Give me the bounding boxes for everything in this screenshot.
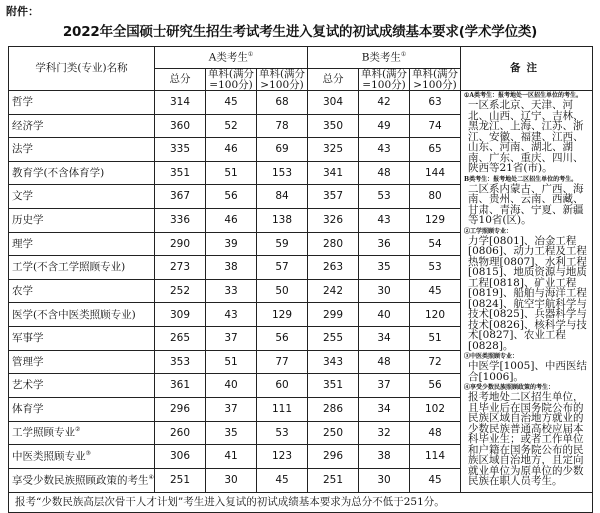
score-cell-a-total: 314 <box>155 91 206 115</box>
score-cell-a-s2: 111 <box>257 397 308 421</box>
score-cell-b-s2: 102 <box>410 397 461 421</box>
subject-column-header: 学科门类(专业)名称 <box>9 47 155 91</box>
score-cell-a-s1: 37 <box>206 397 257 421</box>
subject-name: 农学 <box>9 279 155 303</box>
score-cell-a-total: 336 <box>155 209 206 233</box>
score-cell-a-total: 296 <box>155 397 206 421</box>
score-cell-a-total: 361 <box>155 374 206 398</box>
score-cell-a-total: 290 <box>155 232 206 256</box>
score-cell-a-s2: 138 <box>257 209 308 233</box>
score-cell-b-s2: 120 <box>410 303 461 327</box>
score-cell-b-s2: 65 <box>410 138 461 162</box>
score-cell-b-s2: 56 <box>410 374 461 398</box>
score-cell-b-s2: 54 <box>410 232 461 256</box>
score-cell-b-total: 343 <box>308 350 359 374</box>
b-total-header: 总分 <box>308 69 359 91</box>
score-cell-a-s1: 39 <box>206 232 257 256</box>
score-cell-a-s1: 51 <box>206 161 257 185</box>
score-cell-b-s1: 43 <box>359 138 410 162</box>
footnote: 报考“少数民族高层次骨干人才计划”考生进入复试的初试成绩基本要求为总分不低于251分。 <box>9 492 593 512</box>
score-cell-b-s2: 72 <box>410 350 461 374</box>
score-cell-b-s2: 80 <box>410 185 461 209</box>
remark-title: ③中医类照顾专业： <box>464 353 519 360</box>
score-cell-b-s2: 45 <box>410 468 461 492</box>
score-cell-a-s2: 50 <box>257 279 308 303</box>
score-cell-b-total: 351 <box>308 374 359 398</box>
remarks-header: 备注 <box>461 47 593 91</box>
score-cell-a-s1: 30 <box>206 468 257 492</box>
score-cell-b-total: 326 <box>308 209 359 233</box>
subject-name: 工学照顾专业② <box>9 421 155 445</box>
score-cell-b-s2: 144 <box>410 161 461 185</box>
page-title: 2022年全国硕士研究生招生考试考生进入复试的初试成绩基本要求(学术学位类) <box>62 24 538 40</box>
score-cell-b-total: 286 <box>308 397 359 421</box>
score-cell-b-s1: 49 <box>359 114 410 138</box>
zone-b-header: B类考生① <box>308 47 461 69</box>
score-cell-a-total: 273 <box>155 256 206 280</box>
score-cell-b-s2: 114 <box>410 445 461 469</box>
score-cell-a-s2: 45 <box>257 468 308 492</box>
subject-name: 哲学 <box>9 91 155 115</box>
score-cell-a-total: 353 <box>155 350 206 374</box>
score-cell-a-total: 265 <box>155 327 206 351</box>
a-single100-header: 单科(满分=100分) <box>206 69 257 91</box>
subject-name: 军事学 <box>9 327 155 351</box>
score-cell-b-s1: 34 <box>359 397 410 421</box>
score-cell-a-s1: 56 <box>206 185 257 209</box>
score-cell-b-total: 304 <box>308 91 359 115</box>
score-cell-a-total: 260 <box>155 421 206 445</box>
score-cell-b-s1: 48 <box>359 161 410 185</box>
remark-title: ②工学照顾专业： <box>464 227 513 235</box>
a-single-over100-header: 单科(满分>100分) <box>257 69 308 91</box>
subject-name: 经济学 <box>9 114 155 138</box>
score-requirements-table <box>8 46 593 513</box>
subject-name: 艺术学 <box>9 374 155 398</box>
score-cell-b-s1: 37 <box>359 374 410 398</box>
score-cell-b-total: 341 <box>308 161 359 185</box>
score-cell-b-s1: 36 <box>359 232 410 256</box>
remark-block <box>464 354 589 382</box>
score-cell-b-s1: 30 <box>359 468 410 492</box>
score-cell-a-s1: 43 <box>206 303 257 327</box>
subject-name: 理学 <box>9 232 155 256</box>
score-cell-b-s1: 34 <box>359 327 410 351</box>
remark-block <box>464 229 589 352</box>
score-cell-b-total: 299 <box>308 303 359 327</box>
score-cell-a-s1: 46 <box>206 138 257 162</box>
subject-name: 医学(不含中医类照顾专业) <box>9 303 155 327</box>
score-cell-a-total: 251 <box>155 468 206 492</box>
subject-name: 管理学 <box>9 350 155 374</box>
score-cell-b-s2: 63 <box>410 91 461 115</box>
table-row <box>9 91 593 115</box>
score-cell-a-s2: 53 <box>257 421 308 445</box>
score-cell-a-s2: 56 <box>257 327 308 351</box>
b-single100-header: 单科(满分=100分) <box>359 69 410 91</box>
score-cell-a-s2: 78 <box>257 114 308 138</box>
subject-name: 工学(不含工学照顾专业) <box>9 256 155 280</box>
b-single-over100-header: 单科(满分>100分) <box>410 69 461 91</box>
score-cell-a-s2: 60 <box>257 374 308 398</box>
score-cell-b-s1: 43 <box>359 209 410 233</box>
remark-body: 中医学[1005]、中西医结合[1006]。 <box>468 360 587 383</box>
score-cell-a-s1: 52 <box>206 114 257 138</box>
subject-name: 法学 <box>9 138 155 162</box>
score-cell-a-total: 360 <box>155 114 206 138</box>
score-cell-a-s1: 38 <box>206 256 257 280</box>
score-cell-a-s1: 46 <box>206 209 257 233</box>
score-cell-a-total: 367 <box>155 185 206 209</box>
subject-name: 体育学 <box>9 397 155 421</box>
subject-name: 文学 <box>9 185 155 209</box>
score-cell-a-s2: 84 <box>257 185 308 209</box>
remarks-cell <box>461 91 593 493</box>
score-cell-b-s2: 74 <box>410 114 461 138</box>
score-cell-b-s1: 40 <box>359 303 410 327</box>
score-cell-b-total: 251 <box>308 468 359 492</box>
score-cell-b-s1: 32 <box>359 421 410 445</box>
score-cell-a-s1: 51 <box>206 350 257 374</box>
score-cell-b-s1: 30 <box>359 279 410 303</box>
score-cell-a-total: 309 <box>155 303 206 327</box>
score-cell-b-total: 296 <box>308 445 359 469</box>
remark-block <box>464 385 589 487</box>
score-cell-b-total: 255 <box>308 327 359 351</box>
remark-block <box>464 93 589 174</box>
score-cell-a-s2: 59 <box>257 232 308 256</box>
score-cell-a-s1: 35 <box>206 421 257 445</box>
remark-body: 二区系内蒙古、广西、海南、贵州、云南、西藏、甘肃、青海、宁夏、新疆等10省(区)。 <box>468 182 584 226</box>
score-cell-a-s2: 57 <box>257 256 308 280</box>
score-cell-b-total: 280 <box>308 232 359 256</box>
score-cell-b-total: 350 <box>308 114 359 138</box>
remark-body: 力学[0801]、冶金工程[0806]、动力工程及工程热物理[0807]、水利工程[0815]、地质资源与地质工程[0818]、矿业工程[0819]、船舶与海洋工程[0824]、航空宇航科学与技术[0825]、兵器科学与技术[0826]、核科学与技术[0827]、农业工程[0828]。 <box>468 234 587 352</box>
a-total-header: 总分 <box>155 69 206 91</box>
remark-body: 一区系北京、天津、河北、山西、辽宁、吉林、黑龙江、上海、江苏、浙江、安徽、福建、江西、山东、河南、湖北、湖南、广东、重庆、四川、陕西等21省(市)。 <box>468 99 584 174</box>
score-cell-b-total: 242 <box>308 279 359 303</box>
score-cell-b-total: 250 <box>308 421 359 445</box>
subject-name: 中医类照顾专业③ <box>9 445 155 469</box>
score-cell-b-total: 263 <box>308 256 359 280</box>
score-cell-b-s1: 38 <box>359 445 410 469</box>
score-cell-a-s1: 33 <box>206 279 257 303</box>
score-cell-a-s1: 37 <box>206 327 257 351</box>
score-cell-a-s2: 77 <box>257 350 308 374</box>
score-cell-b-s2: 129 <box>410 209 461 233</box>
score-cell-b-s1: 48 <box>359 350 410 374</box>
score-cell-a-s2: 129 <box>257 303 308 327</box>
score-cell-a-total: 306 <box>155 445 206 469</box>
remark-title: B类考生：报考地处二区招生单位的考生。 <box>464 175 578 183</box>
score-cell-a-total: 252 <box>155 279 206 303</box>
score-cell-a-s1: 45 <box>206 91 257 115</box>
score-cell-a-s2: 68 <box>257 91 308 115</box>
zone-a-header: A类考生① <box>155 47 308 69</box>
score-cell-a-s2: 123 <box>257 445 308 469</box>
score-cell-b-s2: 53 <box>410 256 461 280</box>
score-cell-a-s2: 69 <box>257 138 308 162</box>
score-cell-a-s2: 153 <box>257 161 308 185</box>
remark-block <box>464 177 589 226</box>
attachment-label: 附件： <box>6 5 39 18</box>
remark-title: ①A类考生：报考地处一区招生单位的考生。 <box>464 92 583 99</box>
score-cell-b-s2: 51 <box>410 327 461 351</box>
score-cell-b-s2: 45 <box>410 279 461 303</box>
remark-body: 报考地处二区招生单位，且毕业后在国务院公布的民族区域自治地方就业的少数民族普通高校应届本科毕业生；或者工作单位和户籍在国务院公布的民族区域自治地方，且定向就业单位为原单位的少数民族在职人员考生。 <box>468 391 584 487</box>
subject-name: 享受少数民族照顾政策的考生④ <box>9 468 155 492</box>
score-cell-a-s1: 41 <box>206 445 257 469</box>
score-cell-b-s1: 42 <box>359 91 410 115</box>
score-cell-b-total: 325 <box>308 138 359 162</box>
score-cell-b-s1: 53 <box>359 185 410 209</box>
score-cell-a-total: 335 <box>155 138 206 162</box>
score-cell-a-s1: 40 <box>206 374 257 398</box>
score-cell-b-s2: 48 <box>410 421 461 445</box>
remark-title: ④享受少数民族照顾政策的考生： <box>464 384 555 391</box>
subject-name: 历史学 <box>9 209 155 233</box>
score-cell-b-total: 357 <box>308 185 359 209</box>
score-cell-a-total: 351 <box>155 161 206 185</box>
subject-name: 教育学(不含体育学) <box>9 161 155 185</box>
score-cell-b-s1: 35 <box>359 256 410 280</box>
